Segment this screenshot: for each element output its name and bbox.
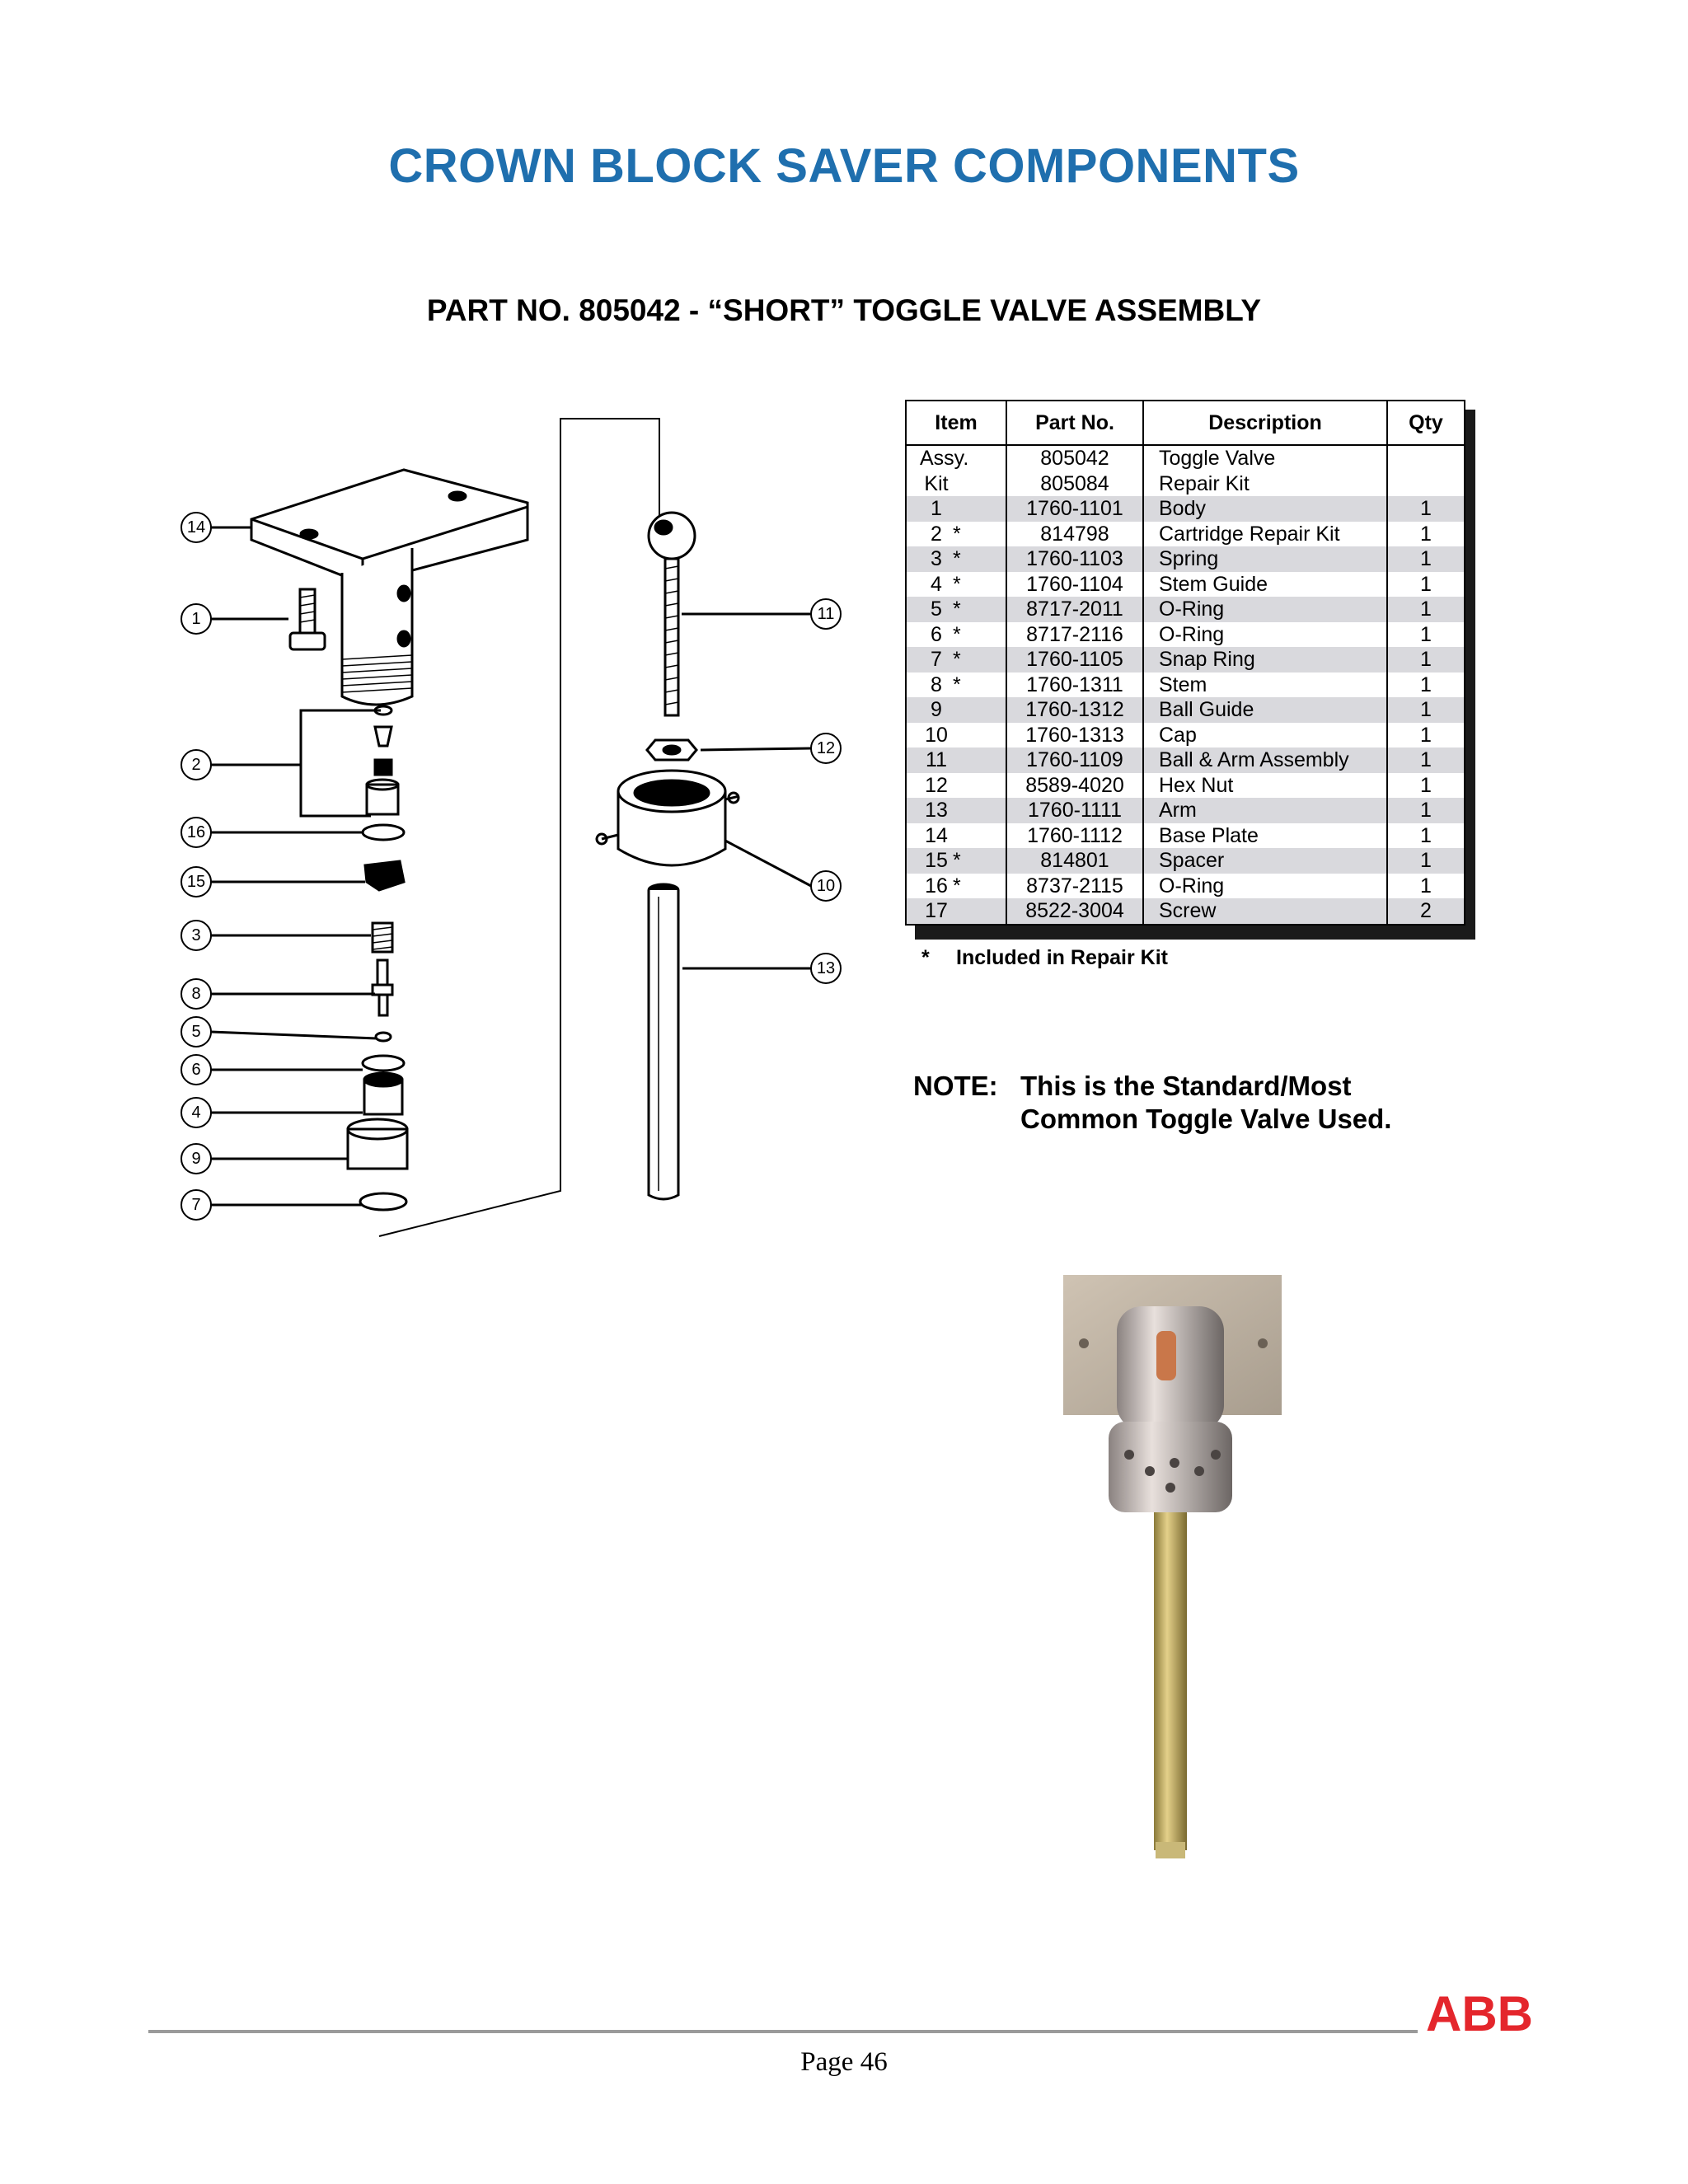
cell-item <box>906 723 1006 748</box>
repair-kit-marker: * <box>953 874 961 898</box>
cell-part-no: 8589-4020 <box>1006 773 1143 799</box>
cell-description: Snap Ring <box>1143 647 1387 673</box>
cell-qty <box>1387 445 1465 471</box>
callout-label: 5 <box>191 1023 201 1041</box>
cell-qty: 1 <box>1387 748 1465 773</box>
cell-description: Hex Nut <box>1143 773 1387 799</box>
callout-label: 3 <box>191 926 201 944</box>
cell-item <box>906 673 1006 698</box>
repair-kit-marker: * <box>953 849 961 873</box>
page-number: Page 46 <box>800 2047 888 2077</box>
cell-part-no: 1760-1101 <box>1006 496 1143 522</box>
cell-description: Repair Kit <box>1143 471 1387 497</box>
callout-label: 6 <box>191 1061 201 1079</box>
cell-qty: 1 <box>1387 723 1465 748</box>
item-number: 6 <box>931 622 942 646</box>
repair-kit-marker: * <box>953 622 961 646</box>
item-number: 12 <box>925 773 948 797</box>
item-number: 1 <box>931 497 942 521</box>
parts-table <box>905 400 1465 926</box>
cell-description: Ball Guide <box>1143 697 1387 723</box>
item-number: 3 <box>931 547 942 571</box>
table-row <box>906 798 1465 823</box>
note <box>913 1070 1391 1136</box>
callout-label: 15 <box>186 873 206 891</box>
table-row <box>906 773 1465 799</box>
abb-logo <box>1426 1988 1541 2037</box>
cell-description: O-Ring <box>1143 622 1387 648</box>
table-row <box>906 496 1465 522</box>
footer-rule <box>148 2030 1418 2033</box>
cell-qty: 1 <box>1387 874 1465 899</box>
item-number: 7 <box>931 648 942 672</box>
cell-item <box>906 823 1006 849</box>
note-line-1: This is the Standard/Most <box>1020 1071 1352 1101</box>
cell-description: Stem Guide <box>1143 572 1387 598</box>
cell-item <box>906 546 1006 572</box>
cell-description: Screw <box>1143 898 1387 925</box>
cell-description: Spring <box>1143 546 1387 572</box>
cell-part-no: 1760-1104 <box>1006 572 1143 598</box>
table-row <box>906 874 1465 899</box>
cell-part-no: 805084 <box>1006 471 1143 497</box>
repair-kit-marker: * <box>953 522 961 546</box>
cell-item <box>906 445 1006 471</box>
table-row <box>906 823 1465 849</box>
cell-description: O-Ring <box>1143 874 1387 899</box>
cell-item <box>906 496 1006 522</box>
cell-qty: 1 <box>1387 597 1465 622</box>
cell-part-no: 1760-1312 <box>1006 697 1143 723</box>
item-number: 16 <box>925 874 948 898</box>
repair-kit-marker: * <box>953 673 961 696</box>
cell-description: Cap <box>1143 723 1387 748</box>
item-number: 2 <box>931 522 942 546</box>
exploded-assembly-diagram <box>165 404 857 1244</box>
header-description: Description <box>1143 401 1387 445</box>
cell-description: Base Plate <box>1143 823 1387 849</box>
item-number: Kit <box>924 471 949 495</box>
cell-part-no: 1760-1109 <box>1006 748 1143 773</box>
callout-label: 14 <box>186 518 206 537</box>
callout-label: 4 <box>191 1104 201 1122</box>
cell-qty: 1 <box>1387 697 1465 723</box>
cell-qty: 1 <box>1387 823 1465 849</box>
cell-qty: 1 <box>1387 496 1465 522</box>
cell-item <box>906 697 1006 723</box>
item-number: 11 <box>926 748 947 772</box>
item-number: 13 <box>925 799 948 823</box>
cell-qty: 1 <box>1387 773 1465 799</box>
table-row <box>906 673 1465 698</box>
cell-description: Spacer <box>1143 848 1387 874</box>
cell-part-no: 8522-3004 <box>1006 898 1143 925</box>
cell-description: Cartridge Repair Kit <box>1143 522 1387 547</box>
header-part-no: Part No. <box>1006 401 1143 445</box>
cell-item <box>906 874 1006 899</box>
cell-item <box>906 471 1006 497</box>
cell-qty: 1 <box>1387 647 1465 673</box>
header-qty: Qty <box>1387 401 1465 445</box>
table-row <box>906 445 1465 471</box>
cell-qty <box>1387 471 1465 497</box>
table-row <box>906 546 1465 572</box>
table-row <box>906 697 1465 723</box>
footnote <box>921 946 1168 970</box>
cell-qty: 1 <box>1387 546 1465 572</box>
cell-description: Stem <box>1143 673 1387 698</box>
cell-item <box>906 748 1006 773</box>
cell-item <box>906 647 1006 673</box>
page-title: CROWN BLOCK SAVER COMPONENTS <box>388 139 1300 193</box>
cell-item <box>906 572 1006 598</box>
assembly-subtitle: PART NO. 805042 - “SHORT” TOGGLE VALVE ASSEMBLY <box>426 293 1262 327</box>
item-number: 9 <box>931 698 942 722</box>
cell-item <box>906 798 1006 823</box>
repair-kit-marker: * <box>953 547 961 571</box>
repair-kit-marker: * <box>953 572 961 596</box>
cell-qty: 1 <box>1387 848 1465 874</box>
item-number: 8 <box>931 673 942 696</box>
cell-item <box>906 898 1006 925</box>
cell-part-no: 1760-1105 <box>1006 647 1143 673</box>
table-row <box>906 723 1465 748</box>
cell-part-no: 814798 <box>1006 522 1143 547</box>
toggle-valve-photo <box>1047 1265 1302 1867</box>
cell-description: O-Ring <box>1143 597 1387 622</box>
callout-label: 16 <box>186 823 206 841</box>
cell-part-no: 1760-1111 <box>1006 798 1143 823</box>
cell-qty: 2 <box>1387 898 1465 925</box>
logo-text: ABB <box>1426 1988 1533 2037</box>
note-label: NOTE: <box>913 1071 998 1101</box>
item-number: 10 <box>925 723 948 747</box>
table-row <box>906 647 1465 673</box>
cell-qty: 1 <box>1387 622 1465 648</box>
callout-label: 7 <box>191 1196 201 1214</box>
cell-item <box>906 622 1006 648</box>
table-row <box>906 848 1465 874</box>
table-row <box>906 471 1465 497</box>
cell-description: Toggle Valve <box>1143 445 1387 471</box>
callout-label: 11 <box>817 605 835 623</box>
cell-qty: 1 <box>1387 522 1465 547</box>
item-number: Assy. <box>920 447 969 471</box>
header-item: Item <box>906 401 1006 445</box>
table-row <box>906 522 1465 547</box>
cell-part-no: 8717-2011 <box>1006 597 1143 622</box>
note-line-2: Common Toggle Valve Used. <box>1020 1104 1392 1134</box>
item-number: 4 <box>931 572 942 596</box>
callout-label: 1 <box>191 610 201 628</box>
cell-qty: 1 <box>1387 673 1465 698</box>
cell-part-no: 1760-1112 <box>1006 823 1143 849</box>
cell-part-no: 8737-2115 <box>1006 874 1143 899</box>
table-row <box>906 748 1465 773</box>
repair-kit-marker: * <box>953 648 961 672</box>
cell-part-no: 8717-2116 <box>1006 622 1143 648</box>
repair-kit-marker: * <box>953 598 961 621</box>
item-number: 15 <box>925 849 948 873</box>
callout-label: 2 <box>191 756 201 774</box>
cell-description: Body <box>1143 496 1387 522</box>
cell-part-no: 1760-1103 <box>1006 546 1143 572</box>
cell-description: Ball & Arm Assembly <box>1143 748 1387 773</box>
item-number: 17 <box>925 899 948 923</box>
callout-label: 9 <box>191 1150 201 1168</box>
table-row <box>906 572 1465 598</box>
callout-label: 12 <box>816 739 836 757</box>
cell-part-no: 814801 <box>1006 848 1143 874</box>
callout-label: 8 <box>191 985 201 1003</box>
cell-description: Arm <box>1143 798 1387 823</box>
cell-part-no: 1760-1313 <box>1006 723 1143 748</box>
table-row <box>906 597 1465 622</box>
item-number: 14 <box>925 823 948 847</box>
cell-item <box>906 522 1006 547</box>
cell-item <box>906 773 1006 799</box>
cell-item <box>906 597 1006 622</box>
parts-table-container <box>905 400 1465 926</box>
cell-qty: 1 <box>1387 572 1465 598</box>
table-row <box>906 622 1465 648</box>
cell-part-no: 805042 <box>1006 445 1143 471</box>
item-number: 5 <box>931 598 942 621</box>
table-row <box>906 898 1465 925</box>
callout-label: 10 <box>816 877 836 895</box>
cell-item <box>906 848 1006 874</box>
cell-qty: 1 <box>1387 798 1465 823</box>
footnote-text: Included in Repair Kit <box>956 946 1168 969</box>
footnote-symbol: * <box>921 946 930 969</box>
cell-part-no: 1760-1311 <box>1006 673 1143 698</box>
callout-label: 13 <box>816 959 836 977</box>
